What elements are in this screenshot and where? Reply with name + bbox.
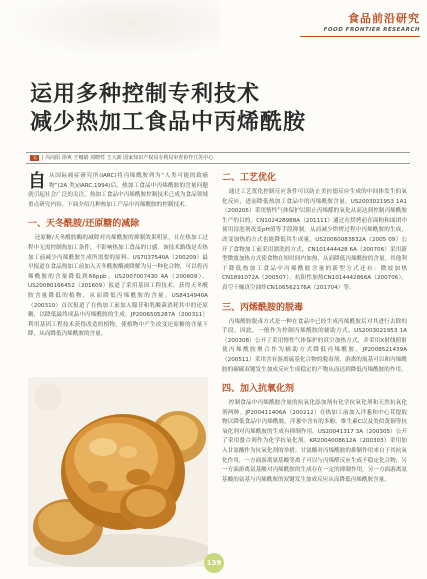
byline-authors: | 冯向阳 徐爽 王娜娟 刘晓莺 王大新 国家知识产权局专利局审查协作江苏中心 — [42, 155, 214, 161]
byline — [26, 152, 410, 164]
left-column — [28, 172, 208, 340]
column-title: 食品前沿研究 — [348, 12, 420, 25]
byline-tag: 文 — [32, 155, 38, 161]
section-body-1: 还原糖/天冬酰胺酶的减除对丙烯酰胺的抑制效果明显，且在热加工过程中无需控制热加工条件，不影响热加工食品的口感。该技术路线是否热加工前减少丙烯酰胺生成所需要的原料。US7037540A（200209）最早报道在食品热加工前加入天冬酰胺酶被降解为另一种化合物，可以将丙烯酰胺的含量降低到66ppb。US2007007430 4A（200609）、US20080166452（201609）报道了采用基因工程技术，获得天冬酰胺含量降低的植物，从而降低丙烯酰胺的含量。US8414940A（200310）首次报道了在热加工前加入腺苷和乳酸菌消耗其中的还原糖，以降低最终成品中丙烯酰胺的生成。JP2006505287A（200311）利用基因工程技术获得改造的植物，使植物中产生改变还原糖的含量下降，从而降低丙烯酰胺的含量。 — [28, 235, 208, 338]
page-number: 139 — [204, 553, 224, 573]
section-body-3: 丙烯酰胺脱毒方式是一种在食品中已经生成丙烯酰胺后对其进行去除的手段。因此，一般作为控制丙烯酰胺的辅助方式。US2003021953 1A（200308）公开了采用惰性气体保护的真空加热方式，并采用X射线照射使丙烯酰胺聚合作为辅助方式降低丙烯酰胺。JP2008521439A（200511）采用含有游离硫基化合物的脱毒剂，游离的巯基可以和丙烯酰胺的碳碳双键发生加成反应生成稳定的产物从而达到降低丙烯酰胺的作用。 — [222, 318, 407, 373]
right-column — [222, 172, 407, 485]
section-body-2: 通过工艺优化控制反应条件可以防止美拉德反应生成的中间体发生的氧化反应，进而降低热加工食品中的丙烯酰胺含量。US2003021953 1A1（200205）采用惰性气体保护以阻止丙烯醛的氧化从而达到控制丙烯酰胺生产的目的。CN102428988A（201111）通过在烘烤前在面粉和面团中使用浸泡剂改变pH值等手段抑制。从而减少烘烤过程中丙烯酰胺的生成，改变加热的方式也能降低其生成量。US20060083832A（2005 09）公开了食物加工前采用漂洗的方式。CN101444428 6A（200706）采用新型微波加热方式使食物在短时间内加热，从而降低丙烯酰胺的含量。其他利于降低热加工食品中丙烯酰胺含量的新型方式还有：微波加热CN1891072A（200507）、抗阻性加热CN1014442866A（200706）、真空干燥真空油炸CN106562176A（201704）等。 — [222, 189, 407, 291]
section-body-4: 控制食品中丙烯酰胺含量的抗氧化添加剂有化学抗氧化剂和天然抗氧化剂两种。JP200411406A（200212）在热加工前加入洋葱和中心茸提取物以降低食品中丙烯酰胺。洋葱中含有的多酚、维生素C以及类似黄铜等抗氧化剂对丙烯酰胺的生成有抑制作用。US20041317 3A（200305）公开了采用螯合剂作为化学抗氧化剂。KR2004008612A（200303）采用加入甘氨酸作为抗氧化剂的举措。甘氨酸对丙烯酰胺的抑制作用来自于其抗氧化作用，一方面游离氨基酸等离子可以与丙烯醛反应生成不稳定化合物，另一方面游离氨基酸对丙烯酰胺的生成存在一定的抑制作用。另一方面游离氨基酸的氨基与丙烯酰胺的双键发生加成反应从而降低丙烯酰胺含量。 — [222, 400, 407, 483]
intro-text: 从国际癌症研究所(IARC)将丙烯酰胺列为“人类可能的致癌物”(2A 类)(IARC,1994)后，热加工食品中丙烯酰胺的含量问题就引起社会广泛的关注。热加工食品中丙烯酰胺控制技术已成为食品领域重点研究内容。下面介绍几种热加工产品中丙烯酰胺的控制技术。 — [28, 173, 208, 208]
food-photo — [28, 377, 208, 567]
article-title — [30, 80, 306, 136]
section-heading-4: 四、加入抗氧化剂 — [222, 384, 295, 395]
column-subtitle: FOOD FRONTIER RESEARCH — [323, 27, 420, 33]
column-header — [300, 10, 420, 33]
title-line-2: 减少热加工食品中丙烯酰胺 — [30, 109, 307, 135]
section-heading-1: 一、天冬酰胺/还原糖的减除 — [28, 219, 140, 230]
title-line-1: 运用多种控制专利技术 — [30, 81, 261, 107]
header-decoration — [0, 0, 220, 60]
drop-cap: 自 — [28, 171, 46, 192]
intro-paragraph — [28, 172, 208, 210]
fried-food-image — [28, 377, 208, 567]
header-rule — [300, 36, 420, 37]
section-heading-2: 二、工艺优化 — [222, 173, 277, 183]
section-heading-3: 三、丙烯酰胺的脱毒 — [222, 302, 304, 313]
